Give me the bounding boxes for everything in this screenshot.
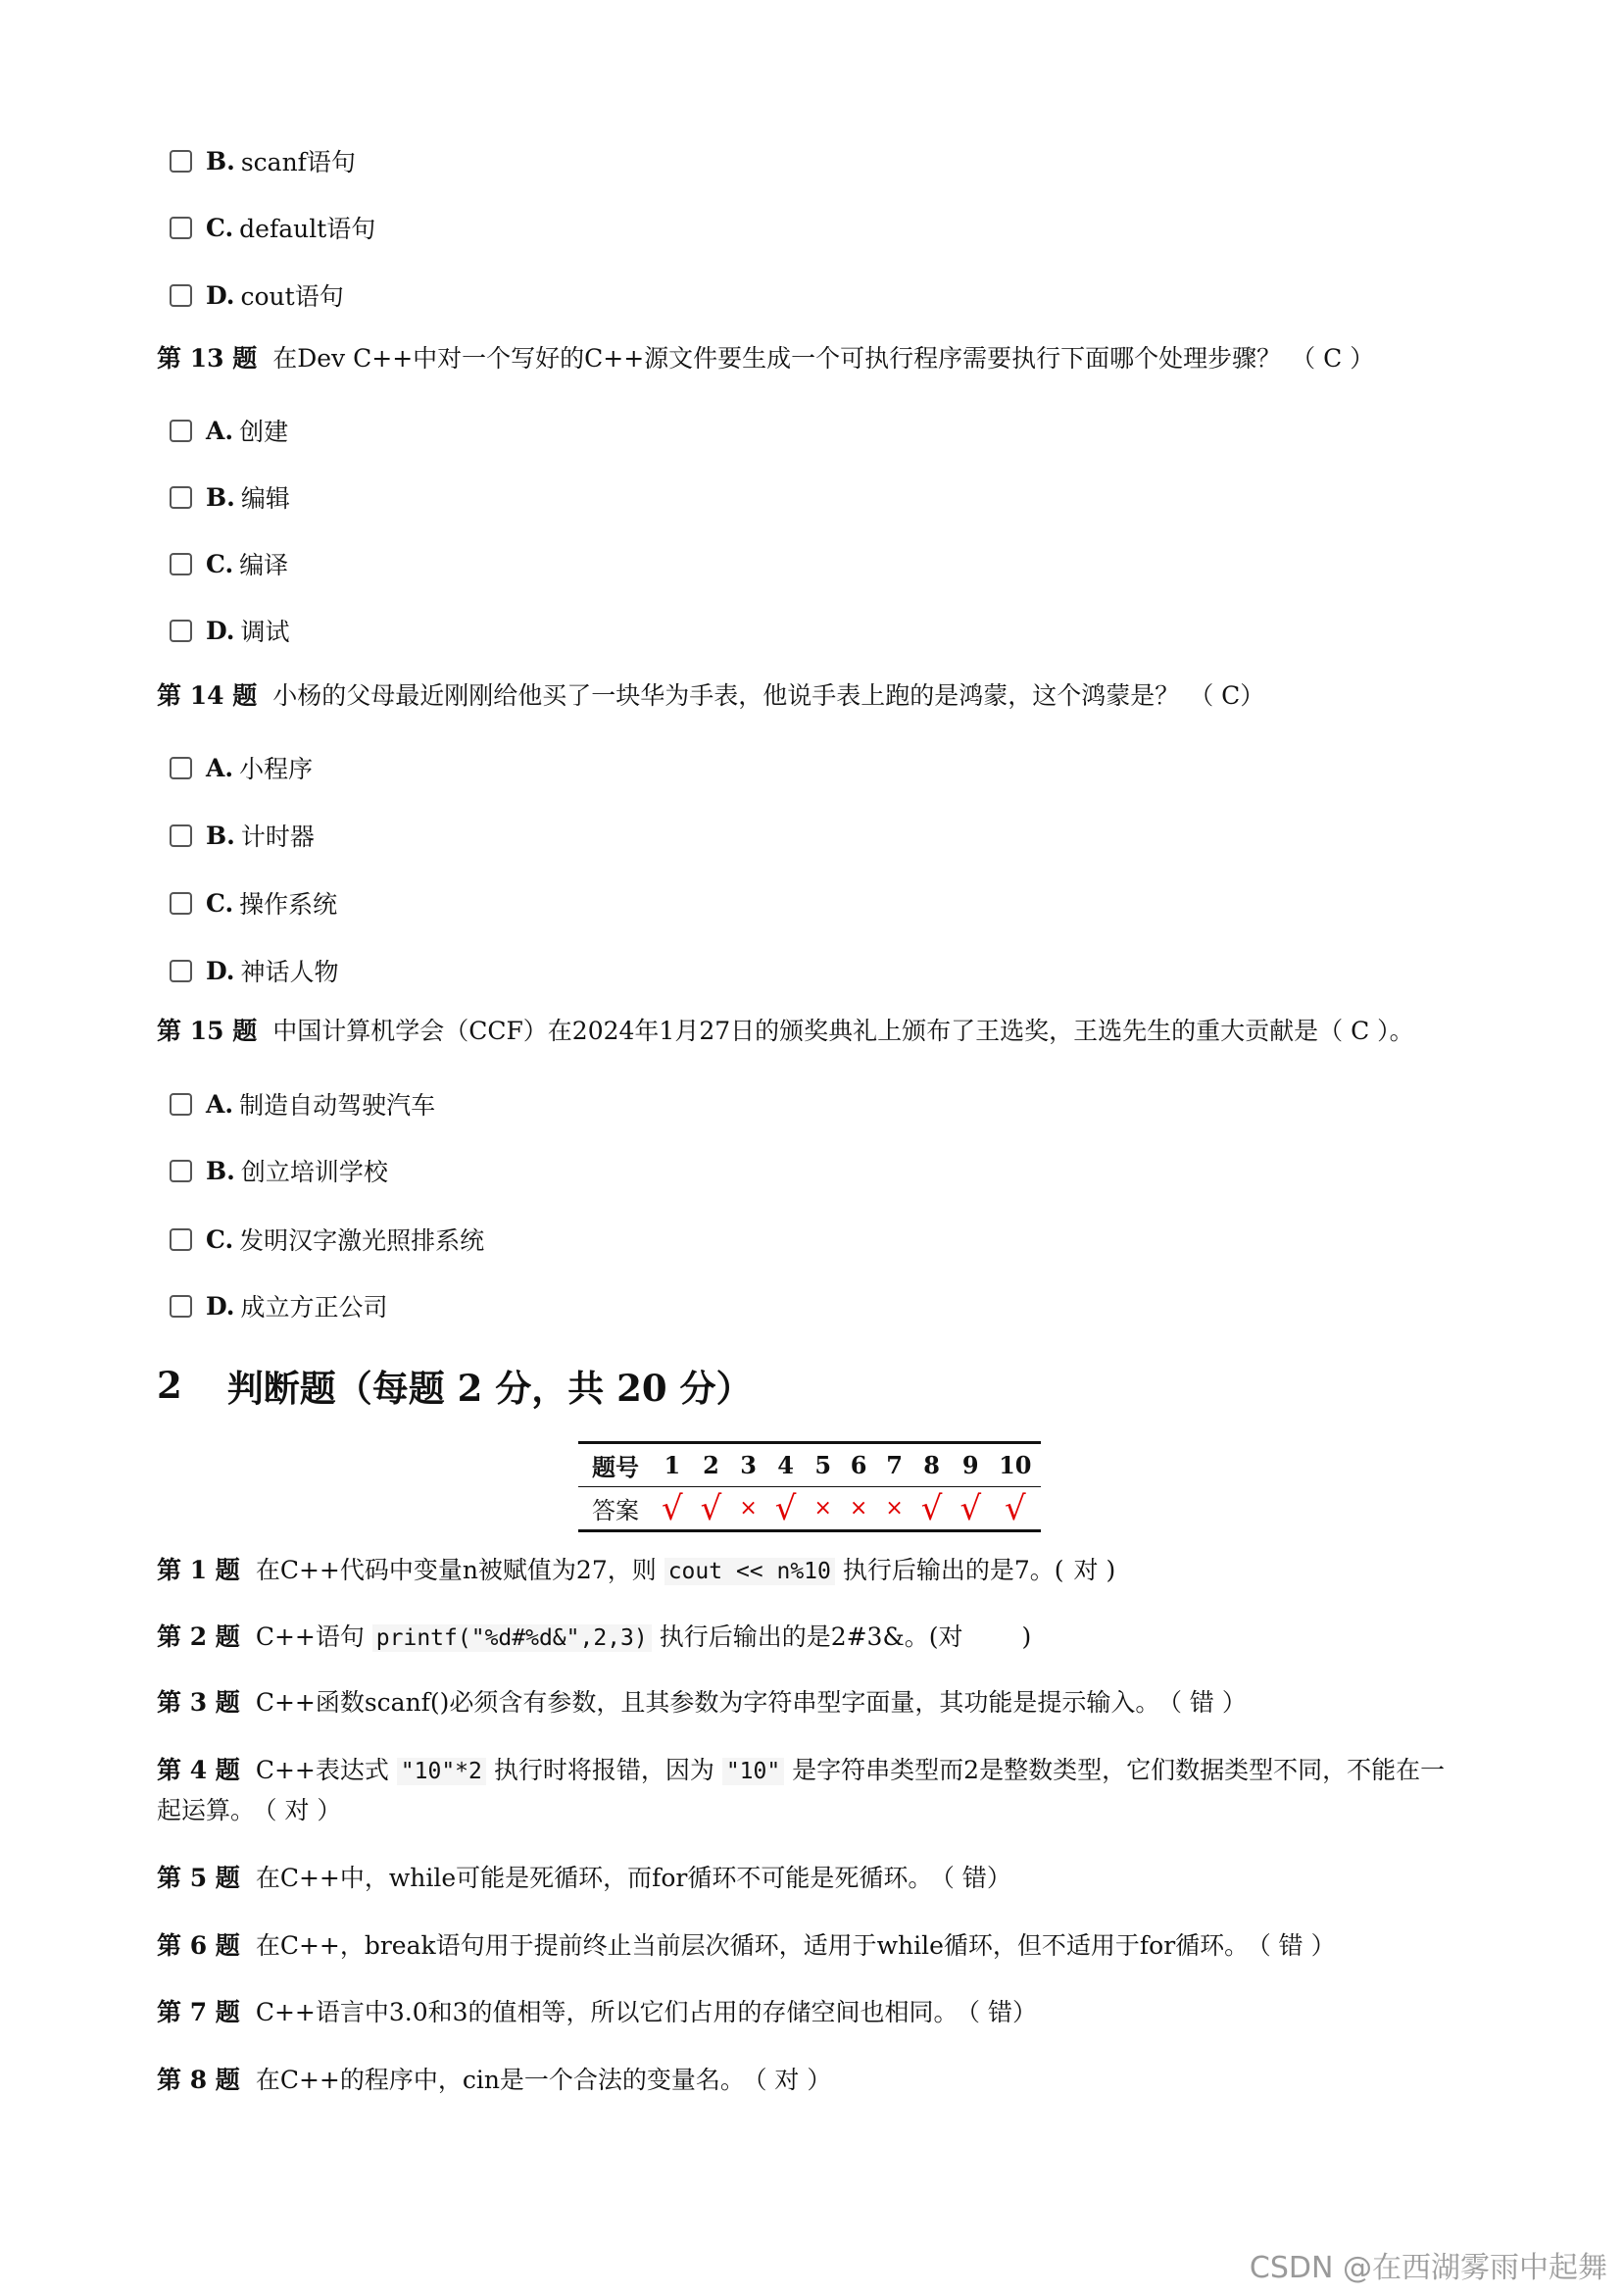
watermark: CSDN @在西湖雾雨中起舞 [1249,2251,1607,2285]
question-text: C++语言中3.0和3的值相等，所以它们占用的存储空间也相同。 [255,1998,959,2026]
option-q14-c[interactable] [170,883,337,923]
question-text: 在C++的程序中，cin是一个合法的变量名。 [255,2066,745,2094]
option-letter: B. [206,1156,235,1185]
check-mark: √ [959,1488,982,1528]
question-answer: （ C ）。 [1318,1017,1414,1045]
question-answer: （ 对 ） [754,2066,832,2094]
option-text: cout语句 [240,282,344,311]
option-q13-a[interactable] [170,411,288,450]
option-q12-c[interactable] [170,208,375,247]
question-text: 在C++，break语句用于提前终止当前层次循环，适用于while循环，但不适用于for循环。 [255,1931,1250,1960]
checkbox-q15-a[interactable] [170,1093,192,1116]
option-letter: B. [206,482,235,512]
checkbox-q14-b[interactable] [170,824,192,847]
inline-code: "10"*2 [397,1758,486,1785]
answer-table-answer-row [578,1487,1041,1531]
option-q15-c[interactable] [170,1220,484,1259]
section-number: 2 [157,1364,182,1407]
option-letter: B. [206,821,235,850]
question-13 [157,339,1374,378]
question-14 [157,676,1264,716]
section-title: 判断题（每题 2 分，共 20 分） [226,1367,753,1410]
option-text: 计时器 [240,823,315,851]
option-text: 编译 [239,551,289,579]
option-q13-c[interactable] [170,544,288,583]
question-answer: （ C ） [1291,344,1375,373]
option-letter: D. [206,1291,235,1321]
check-mark: √ [700,1488,722,1528]
option-letter: D. [206,616,235,645]
option-text: 调试 [240,618,290,646]
answer-table [578,1441,1041,1532]
header-cell: 9 [951,1443,990,1487]
checkbox-q13-a[interactable] [170,420,192,442]
tf-question-7 [157,1993,1037,2032]
option-letter: C. [206,1224,234,1254]
option-text: 操作系统 [239,890,338,919]
question-number: 第 7 题 [157,1998,240,2026]
check-mark: √ [774,1488,797,1528]
header-cell: 7 [876,1443,911,1487]
question-text: C++表达式 [255,1756,389,1784]
option-letter: D. [206,956,235,985]
option-q13-d[interactable] [170,611,290,650]
answer-table-header-row [578,1443,1041,1487]
checkbox-q12-d[interactable] [170,284,192,307]
tf-question-2 [157,1618,1031,1658]
tf-question-8 [157,2061,831,2100]
question-text: 在C++代码中变量n被赋值为27，则 [255,1556,657,1584]
option-q13-b[interactable] [170,477,290,517]
question-text: 在Dev C++中对一个写好的C++源文件要生成一个可执行程序需要执行下面哪个处理步骤？ [272,344,1282,373]
checkbox-q15-c[interactable] [170,1228,192,1251]
header-cell: 6 [841,1443,876,1487]
option-letter: A. [206,1089,234,1119]
option-text: 小程序 [239,755,314,783]
cross-mark: × [849,1496,868,1521]
question-number: 第 1 题 [157,1556,240,1584]
option-q14-a[interactable] [170,748,313,787]
option-q12-b[interactable] [170,141,356,180]
question-text: 在C++中，while可能是死循环，而for循环不可能是死循环。 [255,1864,933,1892]
question-text: 执行后输出的是7。( [842,1556,1064,1584]
option-q15-a[interactable] [170,1084,435,1123]
inline-code: "10" [722,1758,784,1785]
checkbox-q12-c[interactable] [170,217,192,239]
question-answer: 对 ) [1073,1556,1116,1584]
cross-mark: × [739,1496,758,1521]
header-label: 题号 [578,1443,653,1487]
header-cell: 8 [912,1443,952,1487]
option-text: 制造自动驾驶汽车 [239,1091,436,1120]
question-number: 第 14 题 [157,681,258,710]
checkbox-q13-d[interactable] [170,620,192,642]
header-cell: 1 [653,1443,692,1487]
question-answer: （ 错 ） [1169,1688,1247,1717]
question-text: 执行后输出的是2#3&。(对 [659,1622,963,1651]
tf-question-5 [157,1859,1011,1898]
checkbox-q12-b[interactable] [170,150,192,173]
option-letter: A. [206,416,234,445]
question-text: 中国计算机学会（CCF）在2024年1月27日的颁奖典礼上颁布了王选奖，王选先生的重大贡献是 [272,1017,1319,1045]
option-q14-b[interactable] [170,816,315,855]
question-number: 第 4 题 [157,1756,240,1784]
option-q14-d[interactable] [170,951,339,990]
question-answer: （ C） [1189,681,1265,710]
option-q15-b[interactable] [170,1151,388,1190]
checkbox-q14-a[interactable] [170,757,192,779]
checkbox-q15-b[interactable] [170,1160,192,1182]
question-answer: （ 对 ） [265,1796,342,1824]
option-letter: A. [206,753,234,782]
option-letter: C. [206,549,234,578]
question-text: 是字符串类型而2是整数类型，它们数据类型不同，不能在一起运算。 [157,1756,1446,1824]
option-text: 成立方正公司 [240,1293,388,1322]
option-text: 发明汉字激光照排系统 [239,1226,485,1255]
header-cell: 3 [730,1443,765,1487]
checkbox-q13-b[interactable] [170,486,192,509]
question-15 [157,1012,1414,1051]
tf-question-4 [157,1751,1460,1830]
checkbox-q15-d[interactable] [170,1295,192,1318]
tf-question-3 [157,1683,1247,1722]
option-text: 创立培训学校 [240,1158,388,1186]
option-text: 编辑 [240,484,290,513]
question-number: 第 15 题 [157,1017,258,1045]
question-answer: （ 错） [942,1864,1011,1892]
question-number: 第 2 题 [157,1622,240,1651]
question-text: C++语句 [255,1622,365,1651]
checkbox-q14-c[interactable] [170,892,192,915]
header-cell: 10 [990,1443,1040,1487]
option-q12-d[interactable] [170,275,344,315]
question-answer: （ 错） [967,1998,1037,2026]
tf-question-1 [157,1551,1115,1591]
checkbox-q14-d[interactable] [170,960,192,982]
header-cell: 2 [692,1443,731,1487]
section-heading [157,1359,753,1412]
question-answer: ) [1021,1622,1032,1651]
checkbox-q13-c[interactable] [170,553,192,575]
question-number: 第 5 题 [157,1864,240,1892]
answer-label: 答案 [592,1497,639,1524]
question-text: C++函数scanf()必须含有参数，且其参数为字符串型字面量，其功能是提示输入。 [255,1688,1160,1717]
question-number: 第 6 题 [157,1931,240,1960]
question-number: 第 8 题 [157,2066,240,2094]
option-letter: D. [206,280,235,310]
question-text: 小杨的父母最近刚刚给他买了一块华为手表，他说手表上跑的是鸿蒙，这个鸿蒙是？ [272,681,1180,710]
question-answer: （ 错 ） [1258,1931,1336,1960]
header-cell: 5 [805,1443,840,1487]
tf-question-6 [157,1926,1336,1966]
question-number: 第 13 题 [157,344,258,373]
check-mark: √ [920,1488,943,1528]
cross-mark: × [813,1496,832,1521]
header-cell: 4 [766,1443,806,1487]
option-q15-d[interactable] [170,1286,388,1325]
inline-code: cout << n%10 [664,1558,835,1585]
option-text: scanf语句 [240,148,356,176]
option-letter: C. [206,888,234,918]
question-text: 执行时将报错，因为 [493,1756,714,1784]
question-number: 第 3 题 [157,1688,240,1717]
cross-mark: × [885,1496,904,1521]
check-mark: √ [662,1488,683,1528]
check-mark: √ [1004,1488,1026,1528]
option-text: default语句 [239,215,376,243]
option-text: 创建 [239,418,289,446]
option-letter: C. [206,213,234,242]
option-text: 神话人物 [240,958,339,986]
inline-code: printf("%d#%d&",2,3) [372,1624,652,1652]
option-letter: B. [206,146,235,175]
